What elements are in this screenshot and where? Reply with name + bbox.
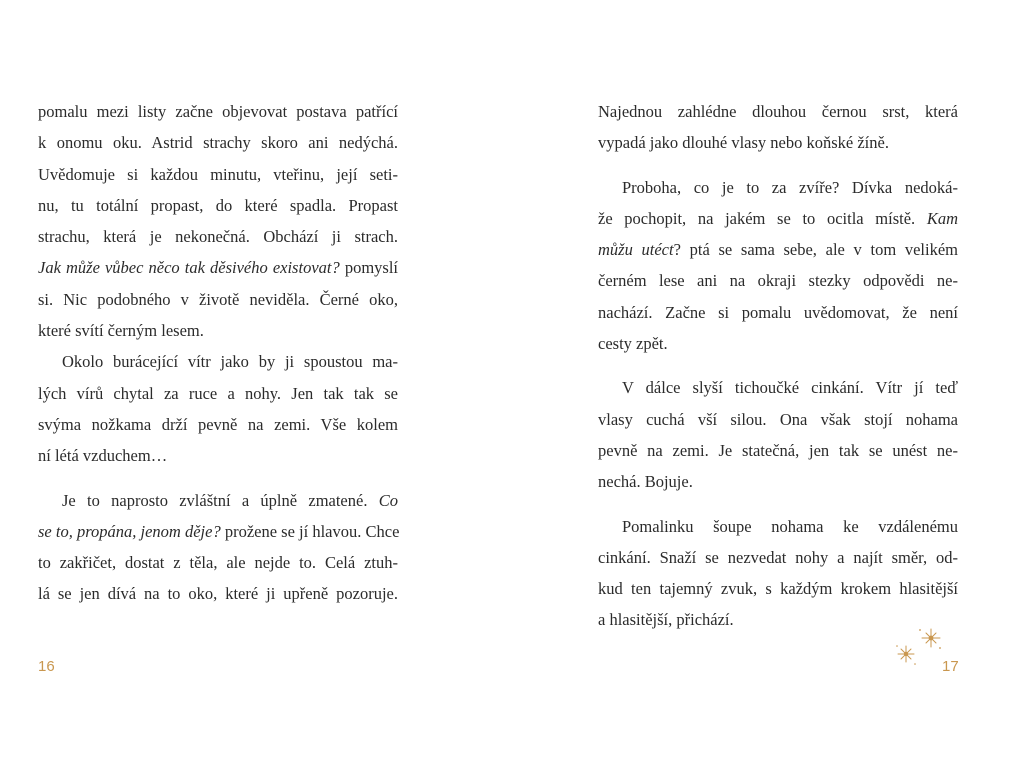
text-line: k onomu oku. Astrid strachy skoro ani nedýchá. — [38, 133, 398, 153]
text-line: nu, tu totální propast, do které spadla. Propast — [38, 195, 398, 215]
text-line — [38, 252, 398, 283]
italic-thought: se to, propána, jenom děje? — [38, 521, 221, 541]
text-line: V dálce slyší tichoučké cinkání. Vítr jí teď — [622, 378, 958, 398]
text-line: pomalu mezi listy začne objevovat postava patřící — [38, 102, 398, 121]
text-line: nechá. Bojuje. — [598, 472, 693, 492]
text-span: Je to naprosto zvláštní a úplně zmatené. — [62, 490, 379, 510]
text-line: lých vírů chytal za ruce a nohy. Jen tak tak se — [38, 383, 398, 403]
text-line: cinkání. Snaží se nezvedat nohy a najít směr, od- — [598, 547, 958, 567]
text-line: černém lese ani na okraji stezky odpovědi ne- — [598, 271, 958, 291]
text-line: Okolo burácející vítr jako by ji spoustou ma- — [62, 352, 398, 372]
text-span: pomyslí — [339, 258, 398, 278]
text-line: vlasy cuchá vší silou. Ona však stojí nohama — [598, 409, 958, 429]
text-line: vypadá jako dlouhé vlasy nebo koňské žíně. — [598, 133, 889, 153]
right-page — [598, 96, 958, 636]
text-line — [38, 516, 398, 547]
text-line: Pomalinku šoupe nohama ke vzdálenému — [622, 516, 958, 536]
text-line: lá se jen dívá na to oko, které ji upřeně pozoruje. — [38, 584, 398, 604]
text-span: prožene se jí hlavou. Chce — [220, 521, 400, 541]
text-line — [598, 203, 958, 234]
text-line: to zakřičet, dostat z těla, ale nejde to. Celá ztuh- — [38, 553, 398, 573]
italic-thought: Co — [378, 490, 398, 510]
text-span: ? ptá se sama sebe, ale v tom velikém — [673, 240, 958, 260]
page-number-left: 16 — [38, 658, 55, 675]
text-line: ní létá vzduchem… — [38, 446, 168, 466]
text-line: které svítí černým lesem. — [38, 321, 204, 341]
text-line: kud ten tajemný zvuk, s každým krokem hlasitější — [598, 579, 958, 599]
text-line: svýma nožkama drží pevně na zemi. Vše kolem — [38, 414, 398, 434]
page-number-right: 17 — [942, 658, 959, 675]
italic-thought: Kam — [926, 208, 958, 228]
text-line — [38, 485, 398, 516]
italic-thought: Jak může vůbec něco tak děsivého existovat? — [38, 258, 340, 278]
text-line: pevně na zemi. Je statečná, jen tak se unést ne- — [598, 440, 958, 460]
text-line: cesty zpět. — [598, 334, 668, 354]
text-line: si. Nic podobného v životě neviděla. Černé oko, — [38, 289, 398, 309]
text-line: a hlasitější, přichází. — [598, 610, 734, 630]
italic-thought: můžu utéct — [598, 240, 674, 260]
text-line: strachu, která je nekonečná. Obchází ji strach. — [38, 227, 398, 247]
left-page — [38, 96, 398, 610]
text-span: že pochopit, na jakém se to ocitla místě. — [598, 208, 927, 228]
text-line: Uvědomuje si každou minutu, vteřinu, její seti- — [38, 164, 398, 184]
text-line — [598, 234, 958, 265]
text-line: nachází. Začne si pomalu uvědomovat, že není — [598, 302, 958, 322]
text-line: Proboha, co je to za zvíře? Dívka nedoká- — [622, 177, 958, 197]
text-line: Najednou zahlédne dlouhou černou srst, která — [598, 102, 958, 121]
sparkle-icon — [893, 624, 943, 670]
